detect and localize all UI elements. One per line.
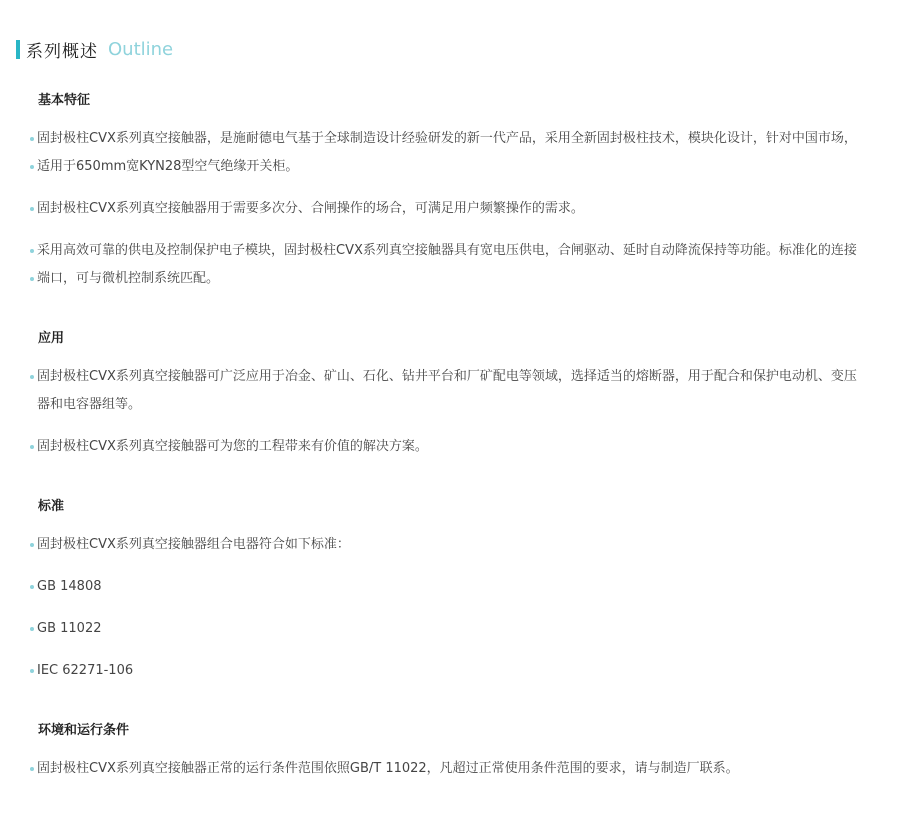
list-item (30, 237, 860, 293)
page-title-en: Outline (108, 38, 174, 60)
header-accent-bar (16, 40, 20, 59)
list-item-text: 固封极柱CVX系列真空接触器可为您的工程带来有价值的解决方案。 (37, 439, 428, 454)
list-item-text: 固封极柱CVX系列真空接触器，是施耐德电气基于全球制造设计经验研发的新一代产品，采用全新固封极柱技术，模块化设计，针对中国市场，适用于650mm宽KYN28型空气绝缘开关柜。 (37, 131, 857, 174)
section-title-features: 基本特征 (38, 93, 91, 108)
list-item-text: 固封极柱CVX系列真空接触器正常的运行条件范围依照GB/T 11022，凡超过正常使用条件范围的要求，请与制造厂联系。 (37, 761, 739, 776)
list-item-text: 采用高效可靠的供电及控制保护电子模块，固封极柱CVX系列真空接触器具有宽电压供电，合闸驱动、延时自动降流保持等功能。标准化的连接端口，可与微机控制系统匹配。 (37, 243, 857, 286)
list-item (30, 531, 860, 559)
list-item (30, 657, 860, 685)
list-item (30, 573, 860, 601)
list-item-text: IEC 62271-106 (37, 663, 134, 678)
list-item-text: 固封极柱CVX系列真空接触器可广泛应用于冶金、矿山、石化、钻井平台和厂矿配电等领域，选择适当的熔断器，用于配合和保护电动机、变压器和电容器组等。 (37, 369, 857, 412)
list-item (30, 755, 860, 783)
section-title-standards: 标准 (38, 499, 65, 514)
section-title-application: 应用 (38, 331, 65, 346)
page-header (16, 36, 173, 62)
list-item-text: 固封极柱CVX系列真空接触器用于需要多次分、合闸操作的场合，可满足用户频繁操作的需求。 (37, 201, 584, 216)
list-item (30, 363, 860, 419)
list-item (30, 433, 860, 461)
list-item (30, 615, 860, 643)
section-title-conditions: 环境和运行条件 (38, 723, 130, 738)
list-item (30, 195, 860, 223)
list-item-text: GB 11022 (37, 621, 102, 636)
list-item-text: GB 14808 (37, 579, 102, 594)
list-item (30, 125, 860, 181)
list-item-text: 固封极柱CVX系列真空接触器组合电器符合如下标准： (37, 537, 350, 552)
page-title-cn: 系列概述 (26, 41, 98, 62)
